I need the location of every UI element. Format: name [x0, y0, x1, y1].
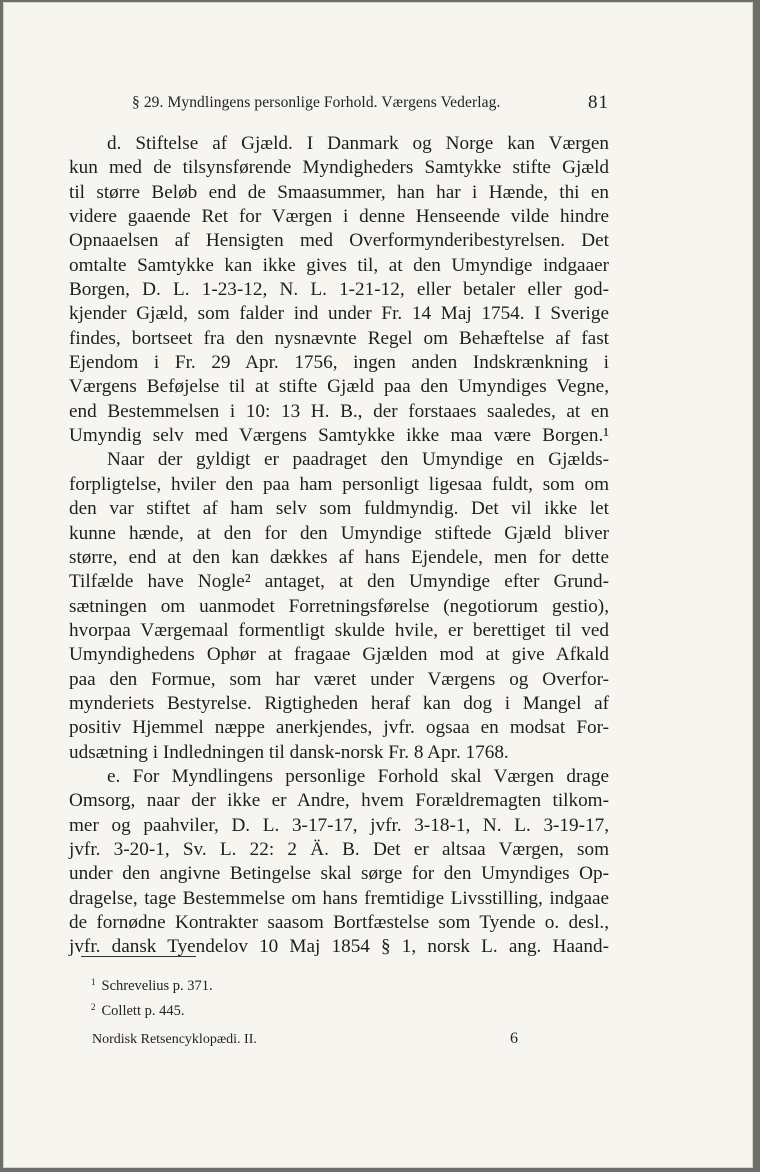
- footnote: [91, 972, 213, 997]
- footnote-mark: 2: [91, 1002, 96, 1012]
- footnote-text: Collett p. 445.: [101, 1003, 185, 1019]
- footnote-mark: 1: [91, 977, 96, 987]
- text-line: Umyndighedens Ophør at fragaae Gjælden mod at give Afkald: [69, 644, 609, 666]
- text-line: jvfr. 3-20-1, Sv. L. 22: 2 Ä. B. Det er altsaa Værgen, som: [69, 838, 609, 860]
- text-line: kunne hænde, at den for den Umyndige stiftede Gjæld bliver: [69, 522, 609, 544]
- footnote-text: Schrevelius p. 371.: [101, 978, 213, 994]
- running-title: § 29. Myndlingens personlige Forhold. Værgens Vederlag.: [132, 94, 501, 111]
- text-line: Ejendom i Fr. 29 Apr. 1756, ingen anden Indskrænkning i: [69, 352, 609, 374]
- signature-mark: 6: [510, 1030, 518, 1047]
- text-line: forpligtelse, hviler den paa ham personligt ligesaa fuldt, som om: [69, 473, 609, 495]
- text-line: større, end at den kan dækkes af hans Ejendele, men for dette: [69, 546, 609, 568]
- text-line: mer og paahviler, D. L. 3-17-17, jvfr. 3-18-1, N. L. 3-19-17,: [69, 814, 609, 836]
- text-line: den var stiftet af ham selv som fuldmyndig. Det vil ikke let: [69, 498, 609, 520]
- text-line: til større Beløb end de Smaasummer, han har i Hænde, thi en: [69, 181, 609, 203]
- text-line: Umyndig selv med Værgens Samtykke ikke maa være Borgen.¹: [69, 425, 609, 447]
- footnote: [91, 997, 213, 1022]
- text-line: kun med de tilsynsførende Myndigheders Samtykke stifte Gjæld: [69, 157, 609, 179]
- page-number: 81: [588, 92, 609, 113]
- text-line: videre gaaende Ret for Værgen i denne Henseende vilde hindre: [69, 206, 609, 228]
- body-text: [69, 132, 609, 960]
- text-line: positiv Hjemmel næppe anerkjendes, jvfr. ogsaa en modsat For-: [69, 717, 609, 739]
- text-line: Opnaaelsen af Hensigten med Overformynderibestyrelsen. Det: [69, 230, 609, 252]
- text-line: mynderiets Bestyrelse. Rigtigheden heraf kan dog i Mangel af: [69, 692, 609, 714]
- text-line: hvorpaa Værgemaal formentligt skulde hvile, er berettiget til ved: [69, 619, 609, 641]
- text-line: Naar der gyldigt er paadraget den Umyndige en Gjælds-: [107, 449, 609, 471]
- footnotes: [91, 972, 213, 1022]
- text-line: kjender Gjæld, som falder ind under Fr. 14 Maj 1754. I Sverige: [69, 303, 609, 325]
- text-line: de fornødne Kontrakter saasom Bortfæstelse som Tyende o. desl.,: [69, 912, 609, 933]
- text-line: paa den Formue, som har været under Værgens og Overfor-: [69, 668, 609, 690]
- text-line: under den angivne Betingelse skal sørge for den Umyndiges Op-: [69, 863, 609, 885]
- text-line: udsætning i Indledningen til dansk-norsk Fr. 8 Apr. 1768.: [69, 741, 509, 763]
- text-line: dragelse, tage Bestemmelse om hans fremtidige Livsstilling, indgaae: [69, 887, 609, 909]
- footnote-divider: [81, 956, 196, 957]
- text-line: Værgens Beføjelse til at stifte Gjæld paa den Umyndiges Vegne,: [69, 376, 609, 398]
- text-line: e. For Myndlingens personlige Forhold skal Værgen drage: [107, 765, 609, 787]
- text-line: Tilfælde have Nogle² antaget, at den Umyndige efter Grund-: [69, 571, 609, 593]
- text-line: omtalte Samtykke kan ikke gives til, at den Umyndige indgaaer: [69, 254, 609, 276]
- series-title: Nordisk Retsencyklopædi. II.: [92, 1032, 257, 1047]
- text-line: d. Stiftelse af Gjæld. I Danmark og Norge kan Værgen: [107, 133, 609, 154]
- text-line: Borgen, D. L. 1-23-12, N. L. 1-21-12, eller betaler eller god-: [69, 279, 609, 301]
- text-line: Omsorg, naar der ikke er Andre, hvem Forældremagten tilkom-: [69, 790, 609, 812]
- text-line: jvfr. dansk Tyendelov 10 Maj 1854 § 1, norsk L. ang. Haand-: [69, 936, 609, 958]
- running-header: [3, 92, 753, 116]
- text-line: end Bestemmelsen i 10: 13 H. B., der forstaaes saaledes, at en: [69, 400, 609, 422]
- text-line: findes, bortseet fra den nysnævnte Regel om Behæftelse af fast: [69, 327, 609, 349]
- text-line: sætningen om uanmodet Forretningsførelse (negotiorum gestio),: [69, 595, 609, 617]
- book-page: [3, 2, 753, 1168]
